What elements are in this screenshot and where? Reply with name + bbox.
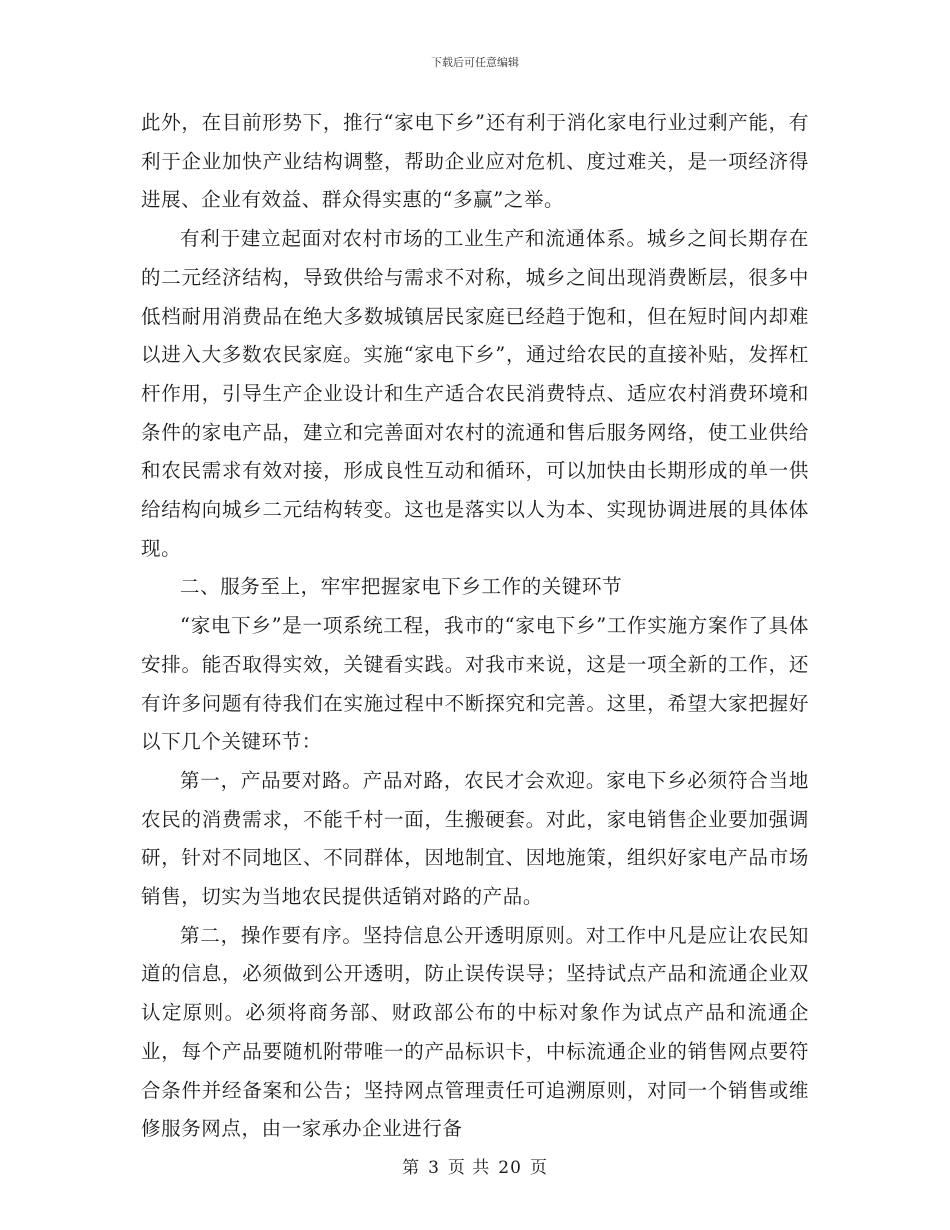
footer-middle: 页 共	[447, 1158, 491, 1178]
paragraph-3: “家电下乡”是一项系统工程，我市的“家电下乡”工作实施方案作了具体安排。能否取得实效，关键看实践。对我市来说，这是一项全新的工作，还有许多问题有待我们在实施过程中不断探究和完善。这里，希望大家把握好以下几个关键环节：	[141, 614, 809, 754]
total-page-count: 20	[498, 1158, 522, 1178]
document-body	[141, 104, 809, 1149]
page-header: 下载后可任意编辑	[431, 56, 519, 69]
paragraph-1: 此外，在目前形势下，推行“家电下乡”还有利于消化家电行业过剩产能，有利于企业加快产业结构调整，帮助企业应对危机、度过难关，是一项经济得进展、企业有效益、群众得实惠的“多赢”之举。	[141, 111, 809, 212]
footer-prefix: 第	[402, 1158, 421, 1178]
current-page-number: 3	[428, 1158, 440, 1178]
page-footer	[0, 1153, 950, 1178]
paragraph-5: 第二，操作要有序。坚持信息公开透明原则。对工作中凡是应让农民知道的信息，必须做到公开透明，防止误传误导；坚持试点产品和流通企业双认定原则。必须将商务部、财政部公布的中标对象作为试点产品和流通企业，每个产品要随机附带唯一的产品标识卡，中标流通企业的销售网点要符合条件并经备案和公告；坚持网点管理责任可追溯原则，对同一个销售或维修服务网点，由一家承办企业进行备	[141, 923, 809, 1141]
paragraph-4: 第一，产品要对路。产品对路，农民才会欢迎。家电下乡必须符合当地农民的消费需求，不能千村一面，生搬硬套。对此，家电销售企业要加强调研，针对不同地区、不同群体，因地制宜、因地施策，组织好家电产品市场销售，切实为当地农民提供适销对路的产品。	[141, 768, 809, 909]
footer-suffix: 页	[529, 1158, 548, 1178]
paragraph-2: 有利于建立起面对农村市场的工业生产和流通体系。城乡之间长期存在的二元经济结构，导致供给与需求不对称，城乡之间出现消费断层，很多中低档耐用消费品在绝大多数城镇居民家庭已经趋于饱和，但在短时间内却难以进入大多数农民家庭。实施“家电下乡”，通过给农民的直接补贴，发挥杠杆作用，引导生产企业设计和生产适合农民消费特点、适应农村消费环境和条件的家电产品，建立和完善面对农村的流通和售后服务网络，使工业供给和农民需求有效对接，形成良性互动和循环，可以加快由长期形成的单一供给结构向城乡二元结构转变。这也是落实以人为本、实现协调进展的具体体现。	[141, 227, 809, 560]
section-heading: 二、服务至上，牢牢把握家电下乡工作的关键环节	[180, 575, 623, 599]
